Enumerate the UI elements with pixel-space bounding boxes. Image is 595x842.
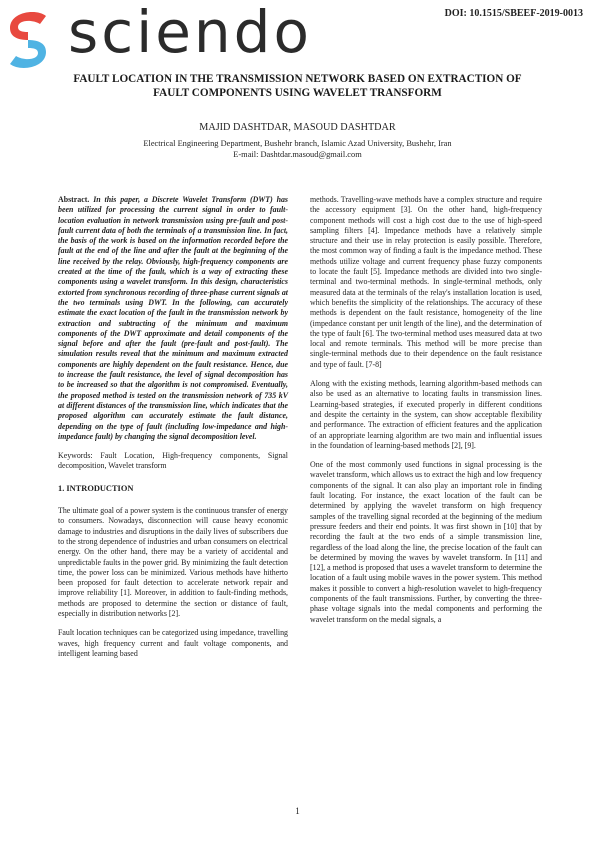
section-heading-introduction: 1. INTRODUCTION [58, 483, 134, 493]
sciendo-logo [6, 0, 346, 72]
right-paragraph-2: Along with the existing methods, learning algorithm-based methods can also be used as an alternative to locating faults in transmission lines. Learning-based strategies, if executed properly in different conditions and despite the certainty in the system, can show acceptable flexibility and performance. The extraction of efficient features and the application of an appropriate learning algorithm are two main and influential issues in the foundation of learning-based methods [2], [9]. [310, 379, 542, 450]
intro-paragraph-1: The ultimate goal of a power system is the continuous transfer of energy to consumers. Nowadays, disconnection will cause heavy economic damage to industries and disruptions in the daily lives of subscribers due to the strong dependence of industries and urban consumers on electrical energy. On the other hand, there may be a variety of accidental and unpredictable faults in the power grid. By minimizing the fault detection time, the power loss can be minimized. Various methods have hitherto been proposed for fault detection to accelerate network repair and improve reliability [1]. Moreover, in addition to fault-finding methods, methods are proposed to determine the section or distance of fault, especially in distribution networks [2]. [58, 506, 288, 618]
affiliation: Electrical Engineering Department, Bushehr branch, Islamic Azad University, Bushehr, Iran [143, 139, 452, 148]
keywords: Keywords: Fault Location, High-frequency components, Signal decomposition, Wavelet transform [58, 451, 288, 471]
paper-title-line-1: FAULT LOCATION IN THE TRANSMISSION NETWORK BASED ON EXTRACTION OF [73, 73, 522, 85]
right-paragraph-1: methods. Travelling-wave methods have a complex structure and require the accessory equipment [3]. On the other hand, high-frequency component methods will cost a high cost due to the use of high-speed sampling filters [4]. Impedance methods have a relatively simple structure and their use in relay protection is easily possible. Therefore, the most common way of finding a fault is the impedance method. These methods utilize voltage and current frequency phase fuzzy components to locate the fault [5]. Impedance methods are divided into two single-terminal and two-terminal methods. In single-terminal methods, only measured data at the terminals of the relay's installation location is used, which benefits the simplicity of the relationships. The accuracy of these methods is dependent on the fault resistance, homogeneity of the line (impedance constant per unit length of the line), and the determination of the type of fault [6]. The two-terminal method uses measured data at two local and remote terminals. This method will be more precise than single-terminal methods due to their dependence on the fault resistance and type of fault. [7-8] [310, 195, 542, 369]
right-column [310, 195, 542, 634]
abstract-label: Abstract. [58, 195, 90, 204]
abstract-text: In this paper, a Discrete Wavelet Transform (DWT) has been utilized for processing the current signal in order to fault-location evaluation in network transmission using pre-fault and post-fault current data of both the terminals of a transmission line. In fact, the basis of the work is based on the information recorded before the fault at the end of the line and after the fault at the beginning of the line received by the relay. Obviously, high-frequency components are created at the time of the fault, which is a way of extracting these components using a wavelet transform. In this design, characteristics extorted from synchronous recording of three-phase current signals at the two terminals using DWT. In the following, can accurately estimate the exact location of the fault in the transmission network by extraction and subtracting of the minimum and maximum components of the DWT approximate and detail components of the signal before and after the fault (pre-fault and post-fault). The simulation results reveal that the minimum and maximum extracted components are highly dependent on the fault resistance. Hence, due to increase the fault resistance, the level of signal decomposition has to be increased so that the algorithm is not compromised. Eventually, the proposed method is tested on the transmission network of 735 kV at different distances of the transmission line, which indicates that the proposed algorithm can accurately estimate the fault distance, depending on the type of fault (including low-impedance and high-impedance fault) by changing the signal decomposition level. [58, 195, 288, 441]
affiliation-block [0, 138, 595, 160]
left-column [58, 195, 288, 668]
right-paragraph-3: One of the most commonly used functions in signal processing is the wavelet transform, which allows us to extract the high and low frequency components of the signal. It can also play an important role in finding fault locating. For instance, the exact location of the fault can be determined by applying the wavelet transform on high frequency samples of the travelling signal recorded at the beginning of the medium pressure feeders and their end points. It was first shown in [10] that by recording the fault at the two ends of a simple transmission line, regardless of the load along the line, the precise location of the fault can be determined by moving the waves by wavelet transform. In [11] and [12], a method is proposed that uses a wavelet transform to determine the location of a fault using mobile waves in the power system. This method makes it possible to convert a high-resolution wavelet to high-frequency components of the fault transmissions. Further, by converting the three-phase voltage signals into the medal components and performing the wavelet transform on the medal signals, a [310, 460, 542, 624]
sciendo-logo-text: sciendo [68, 0, 312, 66]
page-number: 1 [295, 806, 300, 816]
email: E-mail: Dashtdar.masoud@gmail.com [233, 150, 362, 159]
sciendo-logo-mark-icon [6, 10, 50, 70]
intro-paragraph-2: Fault location techniques can be categorized using impedance, travelling waves, high frequency current and fault voltage components, and intelligent learning based [58, 628, 288, 658]
abstract [58, 195, 288, 442]
paper-title [40, 72, 555, 100]
paper-title-line-2: FAULT COMPONENTS USING WAVELET TRANSFORM [153, 87, 442, 99]
authors: MAJID DASHTDAR, MASOUD DASHTDAR [199, 122, 396, 133]
doi-label: DOI: 10.1515/SBEEF-2019-0013 [444, 8, 583, 19]
